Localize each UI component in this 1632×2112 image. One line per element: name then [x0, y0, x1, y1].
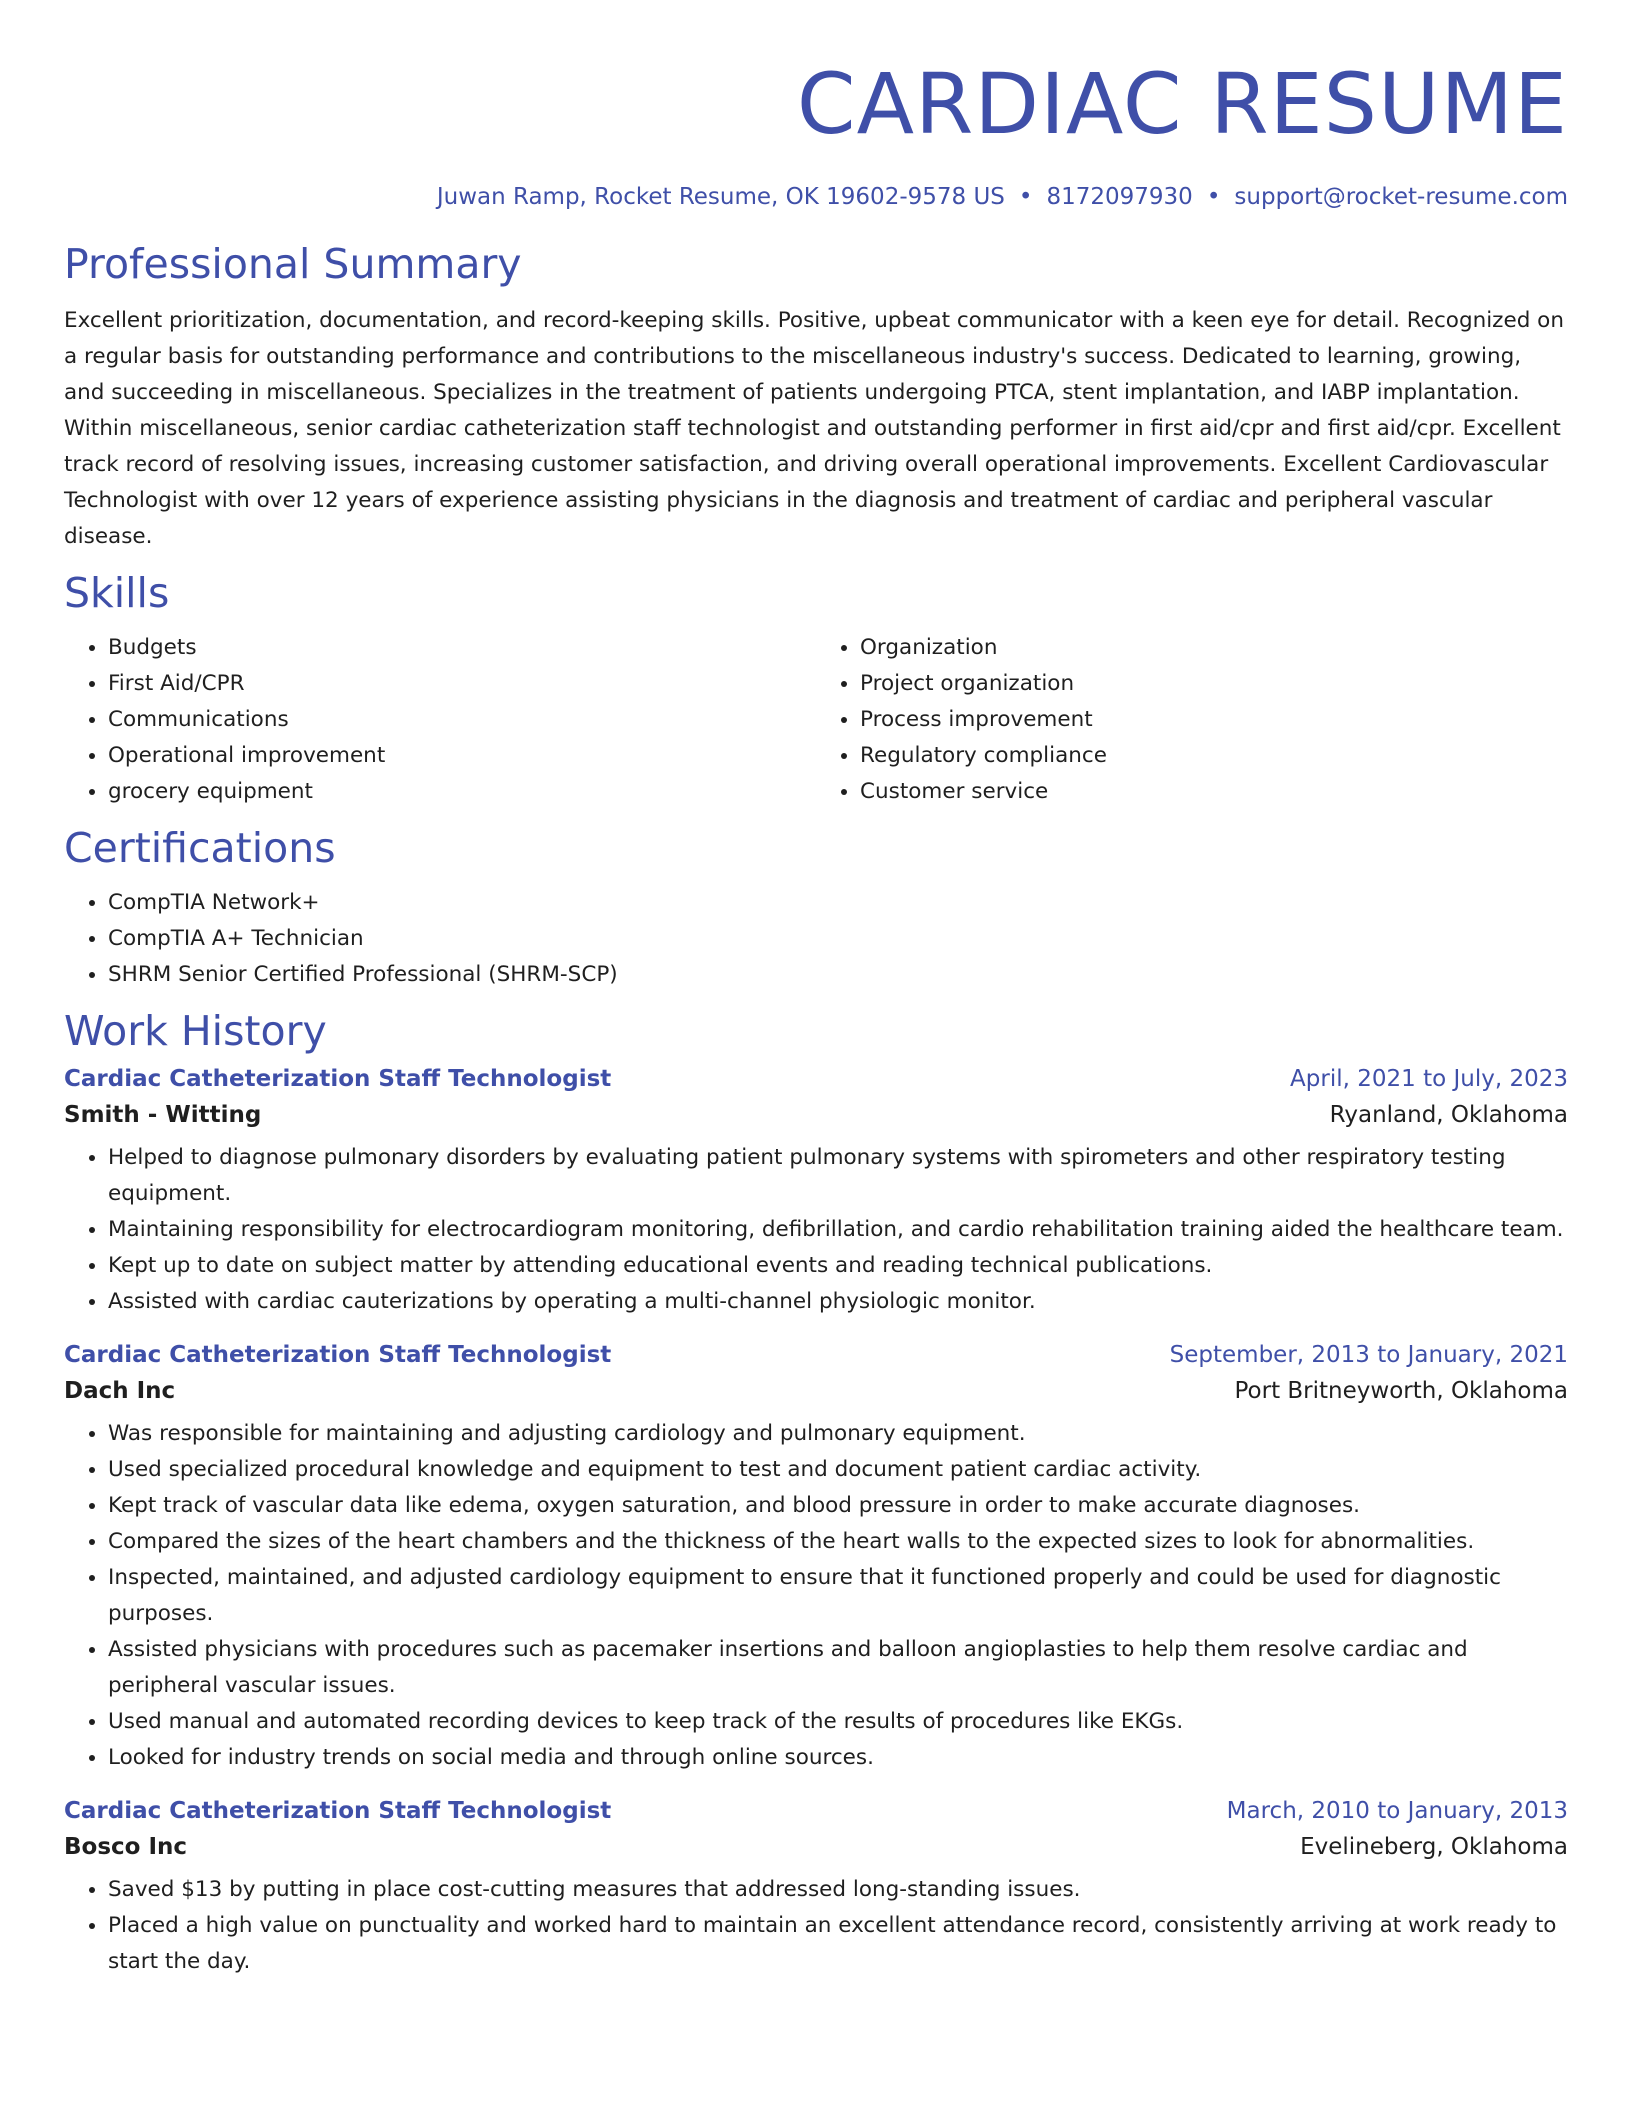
job-subheader [64, 1834, 1568, 1860]
job-bullet: • Placed a high value on punctuality and worked hard to maintain an excellent attendance record, consistently arriving at work ready to start the day. [108, 1908, 1568, 1980]
job-entry [64, 1066, 1568, 1320]
skill-item: • Customer service [860, 774, 1568, 810]
contact-separator: • [1206, 184, 1221, 210]
contact-separator: • [1018, 184, 1033, 210]
job-bullet: • Helped to diagnose pulmonary disorders by evaluating patient pulmonary systems with spirometers and other respiratory testing equipment. [108, 1140, 1568, 1212]
job-bullet: • Was responsible for maintaining and adjusting cardiology and pulmonary equipment. [108, 1416, 1568, 1452]
job-subheader [64, 1378, 1568, 1404]
skills-heading: Skills [64, 568, 170, 617]
skill-item: • Communications [108, 702, 816, 738]
job-entry [64, 1342, 1568, 1776]
job-bullets [64, 1416, 1568, 1776]
skill-item: • First Aid/CPR [108, 666, 816, 702]
job-bullet: • Kept up to date on subject matter by attending educational events and reading technical publications. [108, 1248, 1568, 1284]
job-header [64, 1066, 1568, 1092]
skills-column-right [816, 630, 1568, 810]
certification-item: • CompTIA Network+ [108, 885, 1568, 921]
job-entry [64, 1798, 1568, 1980]
job-bullet: • Assisted physicians with procedures such as pacemaker insertions and balloon angioplasties to help them resolve cardiac and peripheral vascular issues. [108, 1632, 1568, 1704]
job-header [64, 1342, 1568, 1368]
job-header [64, 1798, 1568, 1824]
job-title: Cardiac Catheterization Staff Technologist [64, 1342, 612, 1369]
certifications-heading: Certifications [64, 823, 336, 872]
contact-address: Juwan Ramp, Rocket Resume, OK 19602-9578 US [436, 184, 1005, 210]
contact-email: support@rocket-resume.com [1234, 184, 1568, 210]
job-bullet: • Assisted with cardiac cauterizations by operating a multi-channel physiologic monitor. [108, 1284, 1568, 1320]
skills-list [64, 630, 1568, 810]
job-dates: April, 2021 to July, 2023 [1290, 1066, 1568, 1093]
job-company: Dach Inc [64, 1378, 176, 1405]
summary-text: Excellent prioritization, documentation, and record-keeping skills. Positive, upbeat communicator with a keen eye for detail. Recognized on a regular basis for outstanding performance and contributions to the miscellaneous industry's success. Dedicated to learning, growing, and succeeding in miscellaneous. Specializes in the treatment of patients undergoing PTCA, stent implantation, and IABP implantation. Within miscellaneous, senior cardiac catheterization staff technologist and outstanding performer in first aid/cpr and first aid/cpr. Excellent track record of resolving issues, increasing customer satisfaction, and driving overall operational improvements. Excellent Cardiovascular Technologist with over 12 years of experience assisting physicians in the diagnosis and treatment of cardiac and peripheral vascular disease. [64, 307, 1564, 549]
skill-item: • Operational improvement [108, 738, 816, 774]
skills-column-left [64, 630, 816, 810]
certifications-list [64, 885, 1568, 993]
resume-title: CARDIAC RESUME [796, 55, 1568, 153]
job-bullet: • Kept track of vascular data like edema, oxygen saturation, and blood pressure in order to make accurate diagnoses. [108, 1488, 1568, 1524]
job-bullet: • Maintaining responsibility for electrocardiogram monitoring, defibrillation, and cardio rehabilitation training aided the healthcare team. [108, 1212, 1568, 1248]
work-history-heading: Work History [64, 1007, 327, 1056]
job-bullet: • Inspected, maintained, and adjusted cardiology equipment to ensure that it functioned properly and could be used for diagnostic purposes. [108, 1560, 1568, 1632]
job-bullet: • Used specialized procedural knowledge and equipment to test and document patient cardiac activity. [108, 1452, 1568, 1488]
job-location: Ryanland, Oklahoma [1329, 1102, 1568, 1129]
job-location: Port Britneyworth, Oklahoma [1234, 1378, 1568, 1405]
job-company: Bosco Inc [64, 1834, 188, 1861]
job-company: Smith - Witting [64, 1102, 262, 1129]
job-bullets [64, 1872, 1568, 1980]
job-bullet: • Compared the sizes of the heart chambers and the thickness of the heart walls to the expected sizes to look for abnormalities. [108, 1524, 1568, 1560]
job-dates: September, 2013 to January, 2021 [1169, 1342, 1568, 1369]
summary-heading: Professional Summary [64, 239, 522, 288]
skill-item: • grocery equipment [108, 774, 816, 810]
job-bullet: • Used manual and automated recording devices to keep track of the results of procedures like EKGs. [108, 1704, 1568, 1740]
job-dates: March, 2010 to January, 2013 [1226, 1798, 1568, 1825]
certification-item: • CompTIA A+ Technician [108, 921, 1568, 957]
job-title: Cardiac Catheterization Staff Technologist [64, 1798, 612, 1825]
skill-item: • Organization [860, 630, 1568, 666]
contact-phone: 8172097930 [1046, 184, 1193, 210]
skill-item: • Regulatory compliance [860, 738, 1568, 774]
skill-item: • Process improvement [860, 702, 1568, 738]
contact-line [64, 184, 1568, 212]
job-location: Evelineberg, Oklahoma [1300, 1834, 1568, 1861]
certification-item: • SHRM Senior Certified Professional (SHRM-SCP) [108, 957, 1568, 993]
job-subheader [64, 1102, 1568, 1128]
job-bullets [64, 1140, 1568, 1320]
job-title: Cardiac Catheterization Staff Technologist [64, 1066, 612, 1093]
job-bullet: • Looked for industry trends on social media and through online sources. [108, 1740, 1568, 1776]
job-bullet: • Saved $13 by putting in place cost-cutting measures that addressed long-standing issues. [108, 1872, 1568, 1908]
skill-item: • Project organization [860, 666, 1568, 702]
skill-item: • Budgets [108, 630, 816, 666]
